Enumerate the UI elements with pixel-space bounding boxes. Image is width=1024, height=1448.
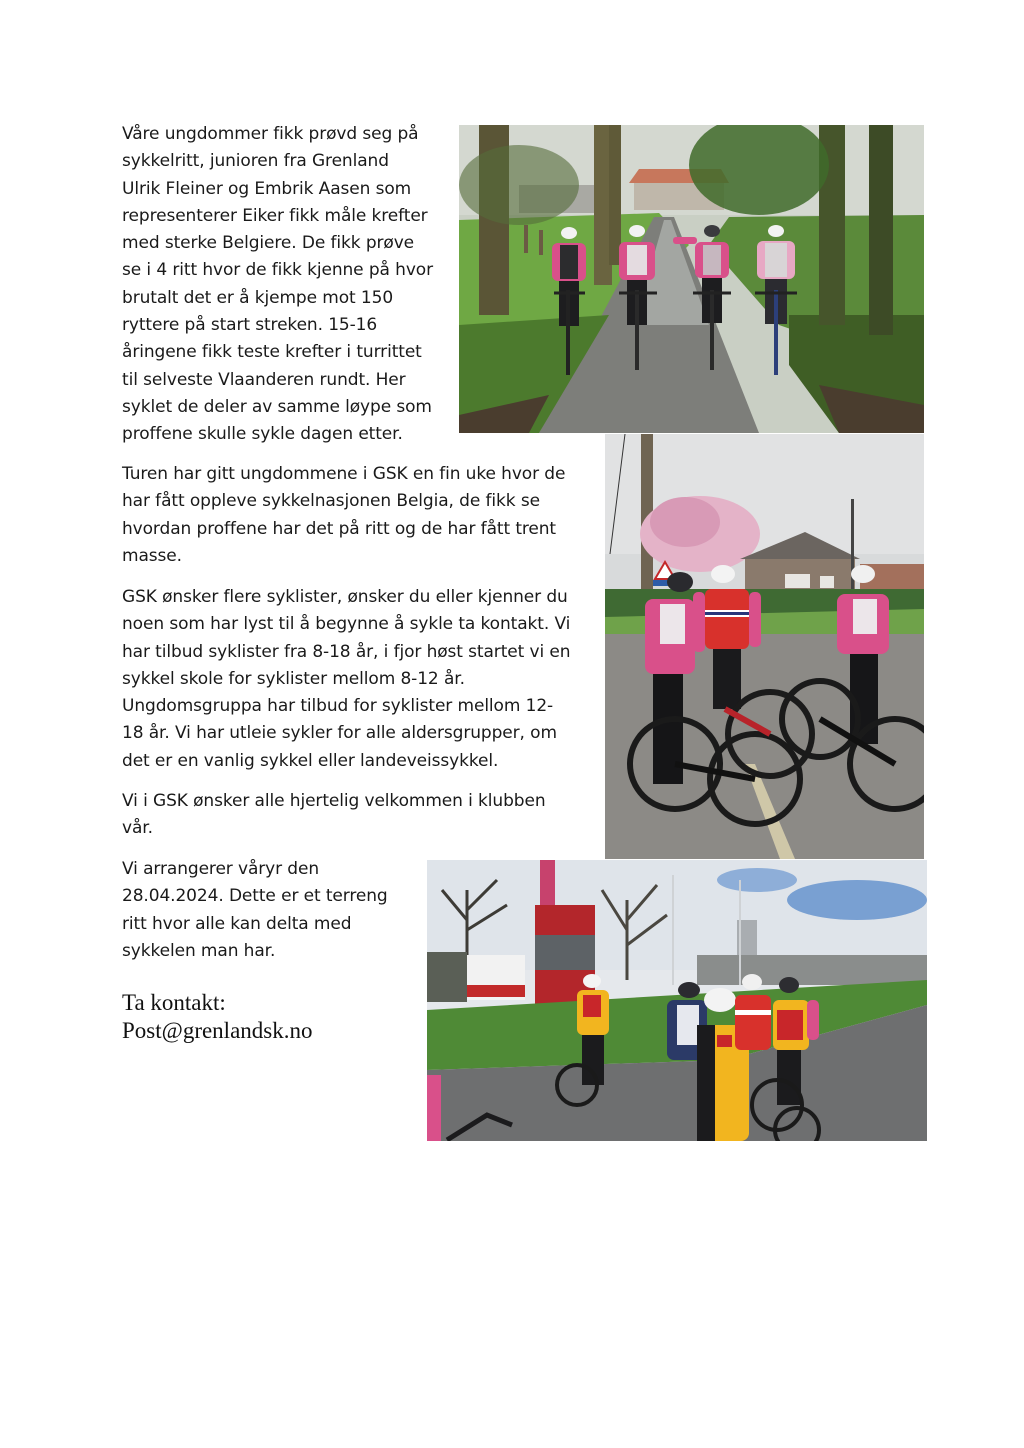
paragraph-intro [122,121,433,449]
paragraph-welcome [122,788,546,843]
text-line: GSK ønsker flere syklister, ønsker du eller kjenner du [122,587,568,607]
text-line: åringene fikk teste krefter i turrittet [122,342,422,363]
text-line: representerer Eiker fikk måle krefter [122,205,428,226]
text-line: se i 4 ritt hvor de fikk kjenne på hvor [122,260,433,281]
contact-block [122,989,312,1045]
text-line: vår. [122,818,153,839]
photo-cyclists-country-lane [459,125,924,433]
text-line: Ungdomsgruppa har tilbud for syklister mellom 12- [122,696,554,717]
text-line: Vi i GSK ønsker alle hjertelig velkommen i klubben [122,791,546,811]
text-line: sykkelritt, junioren fra Grenland [122,151,389,172]
paragraph-trip-summary [122,461,565,570]
text-line: sykkelen man har. [122,940,276,961]
text-line: noen som har lyst til å begynne å sykle ta kontakt. Vi [122,614,571,635]
text-line: ritt hvor alle kan delta med [122,913,352,934]
paragraph-event [122,856,388,965]
text-line: syklet de deler av samme løype som [122,396,432,417]
contact-email-link[interactable]: Post@grenlandsk.no [122,1018,313,1043]
text-line: hvordan proffene har det på ritt og de har fått trent [122,518,557,539]
text-line: Vi arrangerer våryr den [122,859,320,879]
text-line: Turen har gitt ungdommene i GSK en fin uke hvor de [122,464,566,484]
photo-cyclists-by-house [605,434,924,859]
text-line: brutalt det er å kjempe mot 150 [122,287,394,308]
text-line: ryttere på start streken. 15-16 [122,315,378,336]
text-line: det er en vanlig sykkel eller landeveissykkel. [122,750,499,771]
text-line: Våre ungdommer fikk prøvd seg på [122,124,419,144]
text-line: 28.04.2024. Dette er et terreng [122,886,388,907]
text-line: har fått oppleve sykkelnasjonen Belgia, de fikk se [122,491,540,512]
paragraph-recruitment [122,584,570,775]
text-line: har tilbud syklister fra 8-18 år, i fjor høst startet vi en [122,641,571,662]
text-line: 18 år. Vi har utleie sykler for alle aldersgrupper, om [122,723,557,744]
text-line: Ulrik Fleiner og Embrik Aasen som [122,178,412,199]
text-line: proffene skulle sykle dagen etter. [122,424,403,445]
text-line: sykkel skole for syklister mellom 8-12 år. [122,668,465,689]
text-line: med sterke Belgiere. De fikk prøve [122,233,415,254]
text-line: masse. [122,545,182,566]
text-line: til selveste Vlaanderen rundt. Her [122,369,406,390]
photo-cyclists-by-sign [427,860,927,1141]
contact-label: Ta kontakt: [122,990,226,1015]
